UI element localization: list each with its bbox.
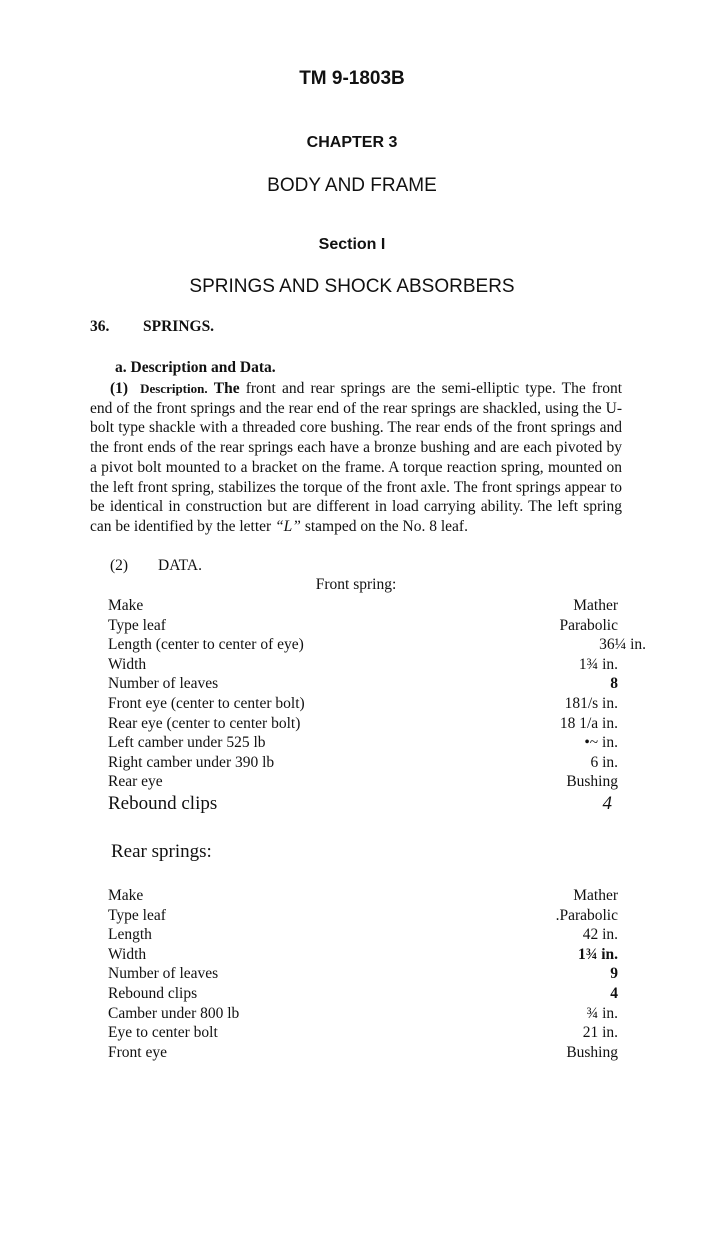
- table-row: [108, 1043, 618, 1063]
- table-row: [108, 772, 618, 792]
- description-end: stamped on the No. 8 leaf.: [300, 517, 468, 535]
- row-label: Rear eye: [108, 773, 163, 791]
- description-lead-word: The: [213, 380, 240, 397]
- row-label: Front eye (center to center bolt): [108, 694, 305, 712]
- table-row: [108, 964, 618, 984]
- description-letter: “L”: [275, 517, 301, 535]
- table-row: [108, 792, 618, 816]
- row-value: Bushing: [566, 1043, 618, 1061]
- row-label: Rear eye (center to center bolt): [108, 714, 301, 732]
- table-row: [108, 984, 618, 1004]
- table-row: [108, 733, 618, 753]
- row-value: 21 in.: [582, 1024, 618, 1042]
- row-value: .Parabolic: [555, 906, 618, 924]
- description-label: Description.: [140, 381, 208, 396]
- row-value: 4: [610, 984, 618, 1002]
- table-row: [108, 906, 618, 926]
- table-row: [108, 945, 618, 965]
- row-label: Left camber under 525 lb: [108, 734, 266, 752]
- table-row: [108, 655, 618, 675]
- row-value: •~ in.: [584, 734, 618, 752]
- row-value: 18 1/a in.: [559, 714, 618, 732]
- chapter-number: CHAPTER 3: [306, 134, 398, 151]
- row-label: Number of leaves: [108, 675, 219, 693]
- data-number: (2): [110, 557, 129, 574]
- paragraph-title: SPRINGS.: [143, 318, 215, 335]
- row-value: Parabolic: [559, 616, 618, 634]
- paragraph-number: 36.: [90, 318, 110, 335]
- front-spring-table: [108, 596, 646, 816]
- table-row: [108, 674, 618, 694]
- table-row: [108, 616, 618, 636]
- subparagraph-heading: a. Description and Data.: [115, 359, 276, 376]
- row-label: Type leaf: [108, 906, 166, 924]
- row-label: Front eye: [108, 1043, 167, 1061]
- description-paragraph: [90, 379, 622, 537]
- row-value: 9: [610, 965, 618, 983]
- table-row: [108, 714, 618, 734]
- rear-spring-table: [108, 886, 618, 1062]
- table-row: [108, 694, 618, 714]
- row-label: Eye to center bolt: [108, 1024, 218, 1042]
- table-row: [108, 753, 618, 773]
- row-value: 1¾ in.: [577, 945, 618, 963]
- table-row: [108, 596, 618, 616]
- data-title: DATA.: [158, 557, 202, 574]
- front-spring-heading: Front spring:: [315, 576, 397, 593]
- row-value: 6 in.: [590, 753, 618, 771]
- row-label: Type leaf: [108, 616, 166, 634]
- row-value: 42 in.: [582, 926, 618, 944]
- row-value: Mather: [573, 597, 618, 614]
- row-value: 8: [610, 675, 618, 693]
- row-value: 36¼ in.: [599, 636, 646, 654]
- table-row: [108, 925, 618, 945]
- table-row: [108, 635, 646, 655]
- table-row: [108, 886, 618, 906]
- row-label: Make: [108, 887, 144, 904]
- row-label: Width: [108, 945, 147, 963]
- section-number: Section I: [318, 236, 386, 253]
- row-label: Width: [108, 655, 147, 673]
- row-label: Make: [108, 597, 144, 614]
- row-label: Camber under 800 lb: [108, 1004, 240, 1022]
- row-label: Rebound clips: [108, 792, 218, 814]
- row-value: 4: [602, 792, 612, 814]
- row-label: Rebound clips: [108, 984, 198, 1002]
- description-text: front and rear springs are the semi-elliptic type. The front end of the front springs and the rear end of the rear springs are shackled, using the U-bolt type shackle with a threaded core bushing. The rear ends of the front springs and the front ends of the rear springs each have a bronze bushing and are each pivoted by a pivot bolt mounted to a bracket on the frame. A torque reaction spring, mounted on the left front spring, stabilizes the torque of the front axle. The front springs appear to be identical in construction but are different in load carrying ability. The left spring can be identified by the letter: [90, 380, 623, 535]
- row-value: ¾ in.: [586, 1004, 618, 1022]
- section-title: SPRINGS AND SHOCK ABSORBERS: [189, 276, 515, 297]
- row-label: Length: [108, 926, 152, 944]
- row-value: 1¾ in.: [578, 655, 618, 673]
- row-label: Number of leaves: [108, 965, 219, 983]
- rear-spring-heading: Rear springs:: [111, 841, 212, 862]
- row-label: Length (center to center of eye): [108, 636, 304, 654]
- row-label: Right camber under 390 lb: [108, 753, 275, 771]
- table-row: [108, 1004, 618, 1024]
- row-value: Bushing: [566, 773, 618, 791]
- document-id: TM 9-1803B: [299, 68, 405, 89]
- table-row: [108, 1023, 618, 1043]
- row-value: 181/s in.: [564, 694, 618, 712]
- chapter-title: BODY AND FRAME: [267, 175, 437, 196]
- description-number: (1): [110, 380, 129, 397]
- row-value: Mather: [573, 887, 618, 904]
